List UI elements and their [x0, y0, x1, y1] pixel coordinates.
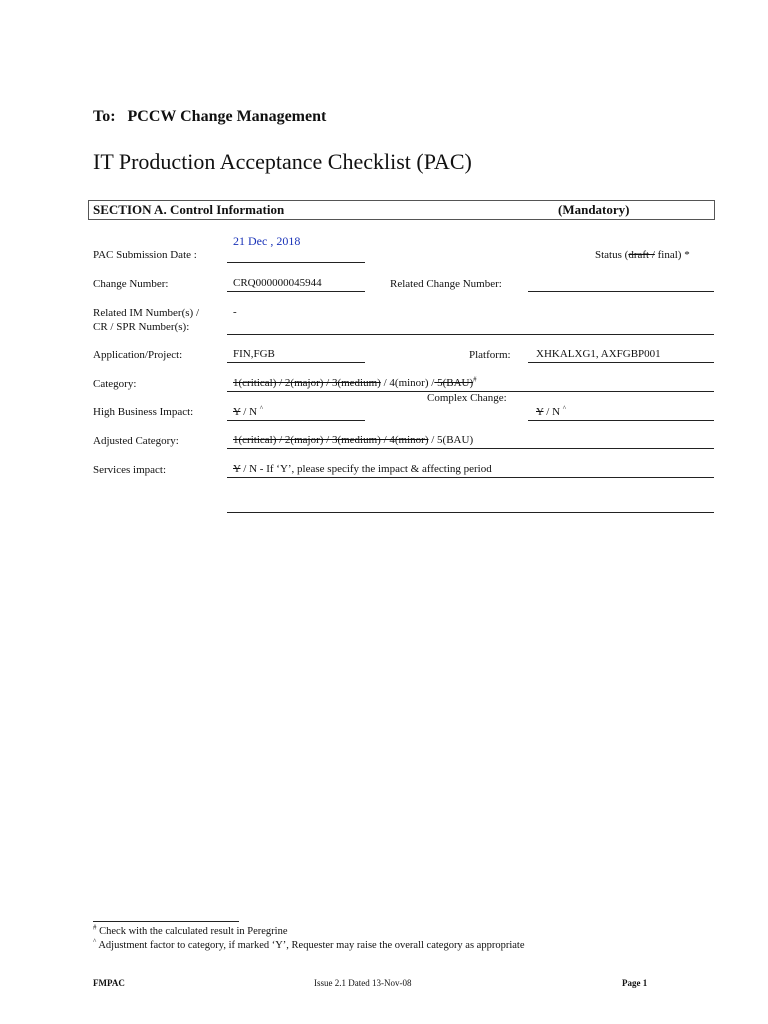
- services-impact-label: Services impact:: [93, 464, 167, 476]
- adjusted-category-label: Adjusted Category:: [93, 435, 179, 447]
- high-business-mark: ^: [259, 404, 264, 413]
- submission-date-label: PAC Submission Date :: [93, 249, 197, 261]
- section-a-title: SECTION A. Control Information: [93, 202, 285, 217]
- application-label: Application/Project:: [93, 349, 183, 361]
- change-number-underline: [227, 291, 365, 292]
- section-a-mandatory: (Mandatory): [558, 202, 630, 217]
- footnote-rule: [93, 921, 239, 922]
- complex-change-label: Complex Change:: [427, 392, 507, 404]
- status-label: Status (: [595, 249, 629, 261]
- high-business-value[interactable]: [233, 406, 263, 418]
- footnote-2: [93, 937, 525, 951]
- status-field[interactable]: [595, 249, 690, 261]
- related-im-label-1: Related IM Number(s) /: [93, 307, 199, 319]
- submission-date-underline: [227, 262, 365, 263]
- category-struck-bau: 5(BAU): [434, 377, 474, 389]
- application-value[interactable]: FIN,FGB: [233, 348, 275, 360]
- category-footnote-mark: #: [473, 375, 477, 384]
- complex-change-value[interactable]: [536, 406, 566, 418]
- footer-issue: Issue 2.1 Dated 13-Nov-08: [314, 978, 412, 988]
- footer-form-code: FMPAC: [93, 978, 125, 988]
- adjusted-category-value[interactable]: [233, 434, 473, 446]
- footnote-1-text: Check with the calculated result in Peregrine: [96, 926, 288, 937]
- platform-underline: [528, 362, 714, 363]
- adjusted-category-underline: [227, 448, 714, 449]
- category-selected: / 4(minor) /: [380, 377, 435, 389]
- adjusted-category-struck: 1(critical) / 2(major) / 3(medium) / 4(minor): [233, 434, 429, 446]
- footnote-2-text: Adjustment factor to category, if marked ‘Y’, Requester may raise the overall category as appropriate: [96, 940, 525, 951]
- to-label: To:: [93, 108, 116, 125]
- category-value[interactable]: [233, 377, 477, 389]
- services-impact-underline: [227, 477, 714, 478]
- high-business-yes: Y: [233, 406, 241, 418]
- submission-date-value[interactable]: 21 Dec , 2018: [233, 234, 301, 248]
- category-struck-options: 1(critical) / 2(major) / 3(medium): [233, 377, 381, 389]
- to-value: PCCW Change Management: [127, 108, 327, 125]
- platform-value[interactable]: XHKALXG1, AXFGBP001: [536, 348, 661, 360]
- services-impact-detail-underline[interactable]: [227, 512, 714, 513]
- adjusted-category-selected: / 5(BAU): [428, 434, 474, 446]
- high-business-label: High Business Impact:: [93, 406, 194, 418]
- footer-page-number: Page 1: [622, 978, 648, 988]
- related-im-underline: [227, 334, 714, 335]
- complex-change-rest: / N: [543, 406, 561, 418]
- related-im-value[interactable]: -: [233, 306, 237, 318]
- change-number-value[interactable]: CRQ000000045944: [233, 277, 322, 289]
- status-final: final) *: [654, 249, 690, 261]
- high-business-underline: [227, 420, 365, 421]
- high-business-rest: / N: [240, 406, 258, 418]
- complex-change-mark: ^: [562, 404, 567, 413]
- services-impact-yes: Y: [233, 463, 241, 475]
- related-im-label-2: CR / SPR Number(s):: [93, 321, 190, 333]
- footnote-1-mark: #: [93, 923, 97, 932]
- related-change-underline: [528, 291, 714, 292]
- addressee-line: [93, 108, 326, 126]
- footnote-2-mark: ^: [93, 937, 97, 946]
- page-title: IT Production Acceptance Checklist (PAC): [93, 149, 472, 174]
- application-underline: [227, 362, 365, 363]
- related-change-label: Related Change Number:: [390, 278, 502, 290]
- services-impact-rest: / N - If ‘Y’, please specify the impact & affecting period: [240, 463, 492, 475]
- category-label: Category:: [93, 378, 137, 390]
- status-draft: draft /: [628, 249, 655, 261]
- change-number-label: Change Number:: [93, 278, 169, 290]
- complex-change-underline: [528, 420, 714, 421]
- footnote-1: [93, 923, 288, 937]
- platform-label: Platform:: [469, 349, 511, 361]
- section-a-header: [88, 200, 715, 220]
- services-impact-value[interactable]: [233, 463, 492, 475]
- complex-change-yes: Y: [536, 406, 544, 418]
